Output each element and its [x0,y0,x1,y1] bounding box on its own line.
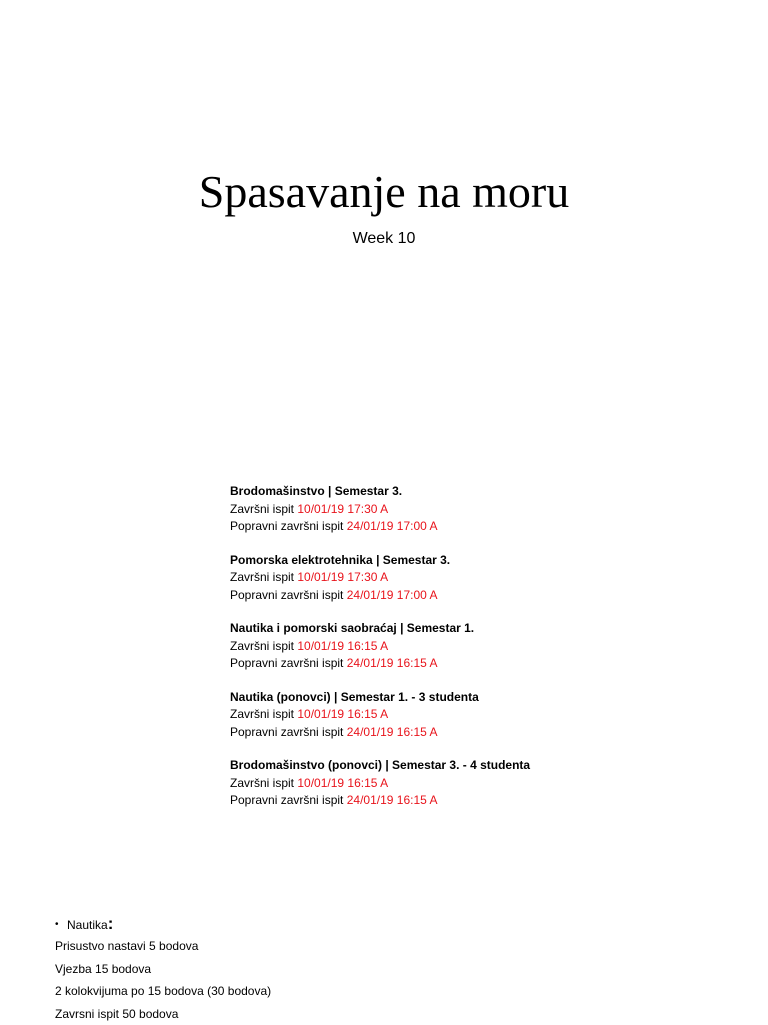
final-exam-line [230,706,750,724]
grading-line: Prisustvo nastavi 5 bodova [55,939,199,953]
final-exam-date: 10/01/19 16:15 A [297,775,389,790]
makeup-exam-line [230,724,750,742]
course-semester: Semestar 3. [382,552,451,567]
makeup-exam-label: Popravni završni ispit [230,519,347,533]
makeup-exam-line [230,518,750,536]
final-exam-label: Završni ispit [230,707,298,721]
makeup-exam-date: 24/01/19 16:15 A [346,724,438,739]
makeup-exam-date: 24/01/19 16:15 A [346,793,438,807]
final-exam-date: 10/01/19 17:30 A [297,570,389,584]
grading-line: Vjezba 15 bodova [55,961,152,976]
grading-line: Zavrsni ispit 50 bodova [55,1006,179,1021]
course-block [230,552,750,605]
bullet-icon: • [55,919,59,930]
course-semester: Semestar 1. - 3 studenta [340,689,479,704]
makeup-exam-label: Popravni završni ispit [230,724,347,739]
makeup-exam-line [230,587,750,605]
course-semester: Semestar 3. - 4 studenta [392,758,531,772]
course-separator: | [330,689,341,704]
course-header [230,689,750,707]
course-separator: | [396,621,407,635]
course-name: Nautika i pomorski saobraćaj [230,621,397,635]
final-exam-line [230,638,750,656]
final-exam-label: Završni ispit [230,501,298,516]
makeup-exam-label: Popravni završni ispit [230,656,347,670]
course-block [230,483,750,536]
course-name: Brodomašinstvo (ponovci) [230,758,383,772]
makeup-exam-label: Popravni završni ispit [230,587,347,602]
final-exam-label: Završni ispit [230,570,298,584]
course-header [230,757,750,775]
grading-section [55,913,555,1025]
course-block [230,620,750,673]
final-exam-label: Završni ispit [230,775,298,790]
makeup-exam-label: Popravni završni ispit [230,793,347,807]
final-exam-line [230,501,750,519]
course-separator: | [372,552,383,567]
final-exam-date: 10/01/19 16:15 A [297,638,389,653]
course-header [230,552,750,570]
course-semester: Semestar 3. [334,484,403,498]
course-header [230,620,750,638]
makeup-exam-date: 24/01/19 16:15 A [346,656,438,670]
final-exam-date: 10/01/19 17:30 A [297,501,389,516]
course-name: Brodomašinstvo [230,484,325,498]
makeup-exam-date: 24/01/19 17:00 A [346,587,438,602]
grading-heading-colon: : [107,914,114,933]
document-subtitle: Week 10 [352,230,416,247]
makeup-exam-date: 24/01/19 17:00 A [346,519,438,533]
document-title: Spasavanje na moru [198,166,570,217]
course-name: Nautika (ponovci) [230,689,331,704]
course-separator: | [324,484,335,498]
final-exam-label: Završni ispit [230,638,298,653]
makeup-exam-line [230,655,750,673]
final-exam-line [230,569,750,587]
course-semester: Semestar 1. [406,621,475,635]
final-exam-line [230,775,750,793]
final-exam-date: 10/01/19 16:15 A [297,707,389,721]
course-block [230,757,750,810]
course-header [230,483,750,501]
grading-heading-text: Nautika [67,918,108,932]
grading-line: 2 kolokvijuma po 15 bodova (30 bodova) [55,984,272,999]
grading-heading [55,913,555,935]
course-separator: | [382,758,393,772]
exam-schedule [230,483,750,826]
makeup-exam-line [230,792,750,810]
course-block [230,689,750,742]
course-name: Pomorska elektrotehnika [230,552,373,567]
